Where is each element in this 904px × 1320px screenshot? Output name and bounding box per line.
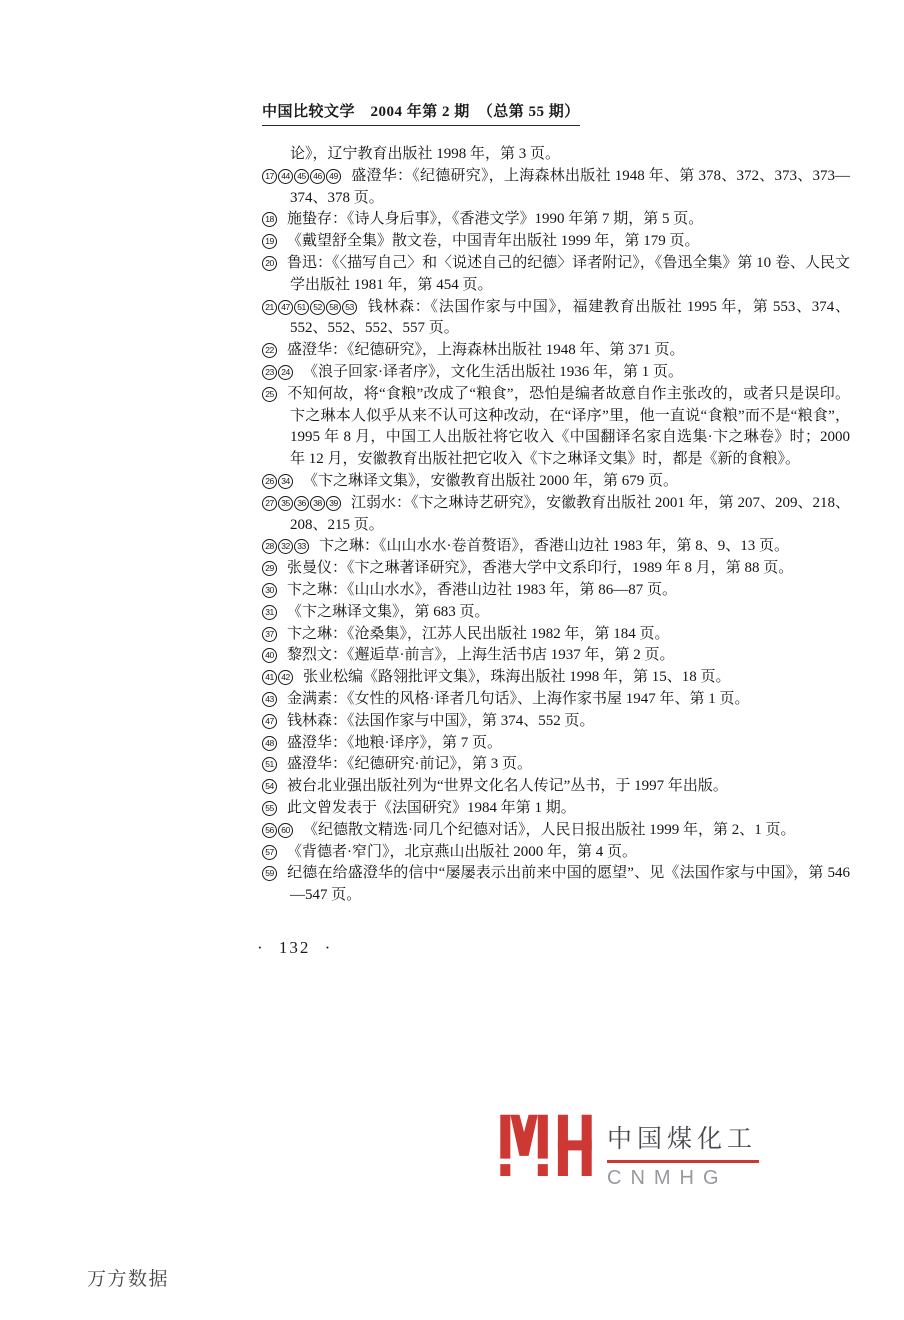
circled-number-icon: 21 bbox=[262, 300, 277, 315]
circled-number-icon: 30 bbox=[262, 583, 277, 598]
circled-number-icon: 36 bbox=[294, 496, 309, 511]
footnote-number-badges bbox=[262, 582, 278, 598]
circled-number-icon: 38 bbox=[310, 496, 325, 511]
footnote-item bbox=[262, 798, 850, 820]
note-continuation-line: 论》，辽宁教育出版社 1998 年，第 3 页。 bbox=[290, 146, 561, 162]
circled-number-icon: 35 bbox=[278, 496, 293, 511]
circled-number-icon: 48 bbox=[262, 736, 277, 751]
footnote-item bbox=[262, 580, 850, 602]
footnote-item bbox=[262, 733, 850, 755]
footnote-number-badges bbox=[262, 342, 278, 358]
circled-number-icon: 37 bbox=[262, 627, 277, 642]
circled-number-icon: 45 bbox=[294, 169, 309, 184]
footnote-item bbox=[262, 863, 850, 907]
circled-number-icon: 46 bbox=[310, 169, 325, 184]
circled-number-icon: 47 bbox=[262, 714, 277, 729]
footnote-text: 鲁迅：《〈描写自己〉和〈说述自己的纪德〉译者附记》，《鲁迅全集》第 10 卷、人民文学出版社 1981 年，第 454 页。 bbox=[287, 254, 850, 293]
footnote-text: 此文曾发表于《法国研究》1984 年第 1 期。 bbox=[287, 799, 576, 816]
endnotes-section bbox=[262, 144, 850, 907]
footnote-item bbox=[262, 820, 850, 842]
footnote-item bbox=[262, 493, 850, 537]
footnote-text: 江弱水：《卞之琳诗艺研究》，安徽教育出版社 2001 年，第 207、209、218、208、215 页。 bbox=[290, 494, 850, 533]
circled-number-icon: 53 bbox=[342, 300, 357, 315]
footnote-number-badges bbox=[262, 255, 278, 271]
footnote-number-badges bbox=[262, 604, 278, 620]
circled-number-icon: 28 bbox=[262, 539, 277, 554]
footnote-item bbox=[262, 842, 850, 864]
circled-number-icon: 44 bbox=[278, 169, 293, 184]
circled-number-icon: 20 bbox=[262, 256, 277, 271]
circled-number-icon: 41 bbox=[262, 670, 277, 685]
footnote-number-badges bbox=[262, 735, 278, 751]
footnote-number-badges bbox=[262, 495, 342, 511]
footnote-text: 《浪子回家·译者序》，文化生活出版社 1936 年，第 1 页。 bbox=[303, 363, 683, 380]
footnote-text: 施蛰存：《诗人身后事》，《香港文学》1990 年第 7 期，第 5 页。 bbox=[287, 211, 704, 228]
publisher-logo bbox=[500, 1112, 759, 1190]
wanfang-data-watermark: 万方数据 bbox=[87, 1269, 170, 1290]
footnote-item bbox=[262, 602, 850, 624]
footnote-item bbox=[262, 645, 850, 667]
circled-number-icon: 32 bbox=[278, 539, 293, 554]
footnote-text: 卞之琳：《山山水水·卷首赘语》，香港山边社 1983 年，第 8、9、13 页。 bbox=[319, 538, 789, 555]
footnote-item bbox=[262, 209, 850, 231]
footnote-text: 盛澄华：《地粮·译序》，第 7 页。 bbox=[287, 734, 502, 751]
circled-number-icon: 59 bbox=[262, 866, 277, 881]
circled-number-icon: 34 bbox=[278, 474, 293, 489]
footnote-item bbox=[262, 711, 850, 733]
circled-number-icon: 40 bbox=[262, 648, 277, 663]
footnote-text: 《戴望舒全集》散文卷，中国青年出版社 1999 年，第 179 页。 bbox=[287, 233, 700, 250]
footnote-number-badges bbox=[262, 211, 278, 227]
circled-number-icon: 49 bbox=[326, 169, 341, 184]
circled-number-icon: 24 bbox=[278, 365, 293, 380]
footnote-text: 盛澄华：《纪德研究·前记》，第 3 页。 bbox=[287, 756, 532, 773]
footnote-item bbox=[262, 754, 850, 776]
circled-number-icon: 26 bbox=[262, 474, 277, 489]
footnote-number-badges bbox=[262, 233, 278, 249]
footnote-text: 《卞之琳译文集》，安徽教育出版社 2000 年，第 679 页。 bbox=[303, 472, 679, 489]
circled-number-icon: 51 bbox=[262, 757, 277, 772]
footnote-number-badges bbox=[262, 626, 278, 642]
circled-number-icon: 29 bbox=[262, 561, 277, 576]
footnote-number-badges bbox=[262, 691, 278, 707]
circled-number-icon: 60 bbox=[278, 823, 293, 838]
footnote-item bbox=[262, 776, 850, 798]
logo-red-rule bbox=[607, 1160, 759, 1163]
footnote-item bbox=[262, 362, 850, 384]
footnote-text: 盛澄华：《纪德研究》，上海森林出版社 1948 年、第 378、372、373、373—374、378 页。 bbox=[290, 167, 850, 206]
footnote-text: 《背德者·窄门》，北京燕山出版社 2000 年，第 4 页。 bbox=[287, 843, 637, 860]
footnote-item bbox=[262, 667, 850, 689]
footnote-item bbox=[262, 166, 850, 210]
footnote-number-badges bbox=[262, 756, 278, 772]
footnote-text: 被台北业强出版社列为“世界文化名人传记”丛书，于 1997 年出版。 bbox=[287, 778, 728, 795]
circled-number-icon: 25 bbox=[262, 387, 277, 402]
footnote-text: 张曼仪：《卞之琳著译研究》，香港大学中文系印行，1989 年 8 月，第 88 页。 bbox=[287, 560, 794, 577]
circled-number-icon: 56 bbox=[262, 823, 277, 838]
footnote-item bbox=[262, 297, 850, 341]
circled-number-icon: 52 bbox=[310, 300, 325, 315]
footnote-item bbox=[262, 558, 850, 580]
footnote-text: 纪德在给盛澄华的信中“屡屡表示出前来中国的愿望”、见《法国作家与中国》，第 546—547 页。 bbox=[287, 865, 850, 904]
footnote-text: 卞之琳：《沧桑集》，江苏人民出版社 1982 年，第 184 页。 bbox=[287, 625, 670, 642]
footnote-item bbox=[262, 471, 850, 493]
footnote-number-badges bbox=[262, 822, 294, 838]
footnote-number-badges bbox=[262, 473, 294, 489]
footnote-number-badges bbox=[262, 844, 278, 860]
page-number: · 132 · bbox=[257, 938, 333, 957]
circled-number-icon: 42 bbox=[278, 670, 293, 685]
footnote-number-badges bbox=[262, 800, 278, 816]
footnote-number-badges bbox=[262, 669, 294, 685]
circled-number-icon: 43 bbox=[262, 692, 277, 707]
circled-number-icon: 58 bbox=[326, 300, 341, 315]
footnote-text: 《纪德散文精选·同几个纪德对话》，人民日报出版社 1999 年，第 2、1 页。 bbox=[303, 821, 796, 838]
footnote-text: 不知何故，将“食粮”改成了“粮食”，恐怕是编者故意自作主张改的，或者只是误印。卞之琳本人似乎从来不认可这种改动，在“译序”里，他一直说“食粮”而不是“粮食”，1995 年 8 月，中国工人出版社将它收入《中国翻译名家自选集·卞之琳卷》时；2000 年 12 月，安徽教育出版社把它收入《卞之琳译文集》时，都是《新的食粮》。 bbox=[287, 385, 850, 468]
footnote-item bbox=[262, 624, 850, 646]
circled-number-icon: 23 bbox=[262, 365, 277, 380]
logo-company-name: 中国煤化工 bbox=[607, 1125, 758, 1153]
circled-number-icon: 22 bbox=[262, 343, 277, 358]
coal-chem-monogram-icon bbox=[500, 1112, 592, 1176]
circled-number-icon: 17 bbox=[262, 169, 277, 184]
footnote-text: 钱林森：《法国作家与中国》，第 374、552 页。 bbox=[287, 712, 595, 729]
circled-number-icon: 57 bbox=[262, 845, 277, 860]
circled-number-icon: 54 bbox=[262, 779, 277, 794]
circled-number-icon: 27 bbox=[262, 496, 277, 511]
footnote-number-badges bbox=[262, 713, 278, 729]
footnote-text: 卞之琳：《山山水水》，香港山边社 1983 年，第 86—87 页。 bbox=[287, 581, 678, 598]
logo-text-block bbox=[607, 1112, 759, 1190]
footnote-number-badges bbox=[262, 538, 310, 554]
footnote-number-badges bbox=[262, 647, 278, 663]
circled-number-icon: 47 bbox=[278, 300, 293, 315]
footnote-item bbox=[262, 253, 850, 297]
footnote-item bbox=[262, 536, 850, 558]
footnote-number-badges bbox=[262, 168, 342, 184]
footnote-item bbox=[262, 340, 850, 362]
footnote-number-badges bbox=[262, 386, 278, 402]
footnote-text: 张业松编《路翎批评文集》，珠海出版社 1998 年，第 15、18 页。 bbox=[303, 669, 731, 686]
footnote-text: 《卞之琳译文集》，第 683 页。 bbox=[287, 603, 490, 620]
footnote-item bbox=[262, 231, 850, 253]
circled-number-icon: 55 bbox=[262, 801, 277, 816]
footnote-text: 金满素：《女性的风格·译者几句话》、上海作家书屋 1947 年、第 1 页。 bbox=[287, 690, 750, 707]
footnote-item bbox=[262, 689, 850, 711]
circled-number-icon: 51 bbox=[294, 300, 309, 315]
footnote-number-badges bbox=[262, 364, 294, 380]
circled-number-icon: 18 bbox=[262, 212, 277, 227]
footnote-text: 黎烈文：《邂逅草·前言》，上海生活书店 1937 年，第 2 页。 bbox=[287, 647, 675, 664]
footnote-text: 盛澄华：《纪德研究》，上海森林出版社 1948 年、第 371 页。 bbox=[287, 342, 685, 359]
logo-abbreviation: CNMHG bbox=[607, 1167, 728, 1189]
circled-number-icon: 19 bbox=[262, 234, 277, 249]
footnote-number-badges bbox=[262, 865, 278, 881]
footnote-number-badges bbox=[262, 560, 278, 576]
footnote-number-badges bbox=[262, 778, 278, 794]
circled-number-icon: 33 bbox=[294, 539, 309, 554]
footnote-text: 钱林森：《法国作家与中国》，福建教育出版社 1995 年，第 553、374、552、552、552、557 页。 bbox=[290, 298, 850, 337]
circled-number-icon: 39 bbox=[326, 496, 341, 511]
footnote-number-badges bbox=[262, 299, 358, 315]
journal-header: 中国比较文学 2004 年第 2 期 （总第 55 期） bbox=[262, 100, 580, 126]
footnote-item bbox=[262, 384, 850, 471]
circled-number-icon: 31 bbox=[262, 605, 277, 620]
